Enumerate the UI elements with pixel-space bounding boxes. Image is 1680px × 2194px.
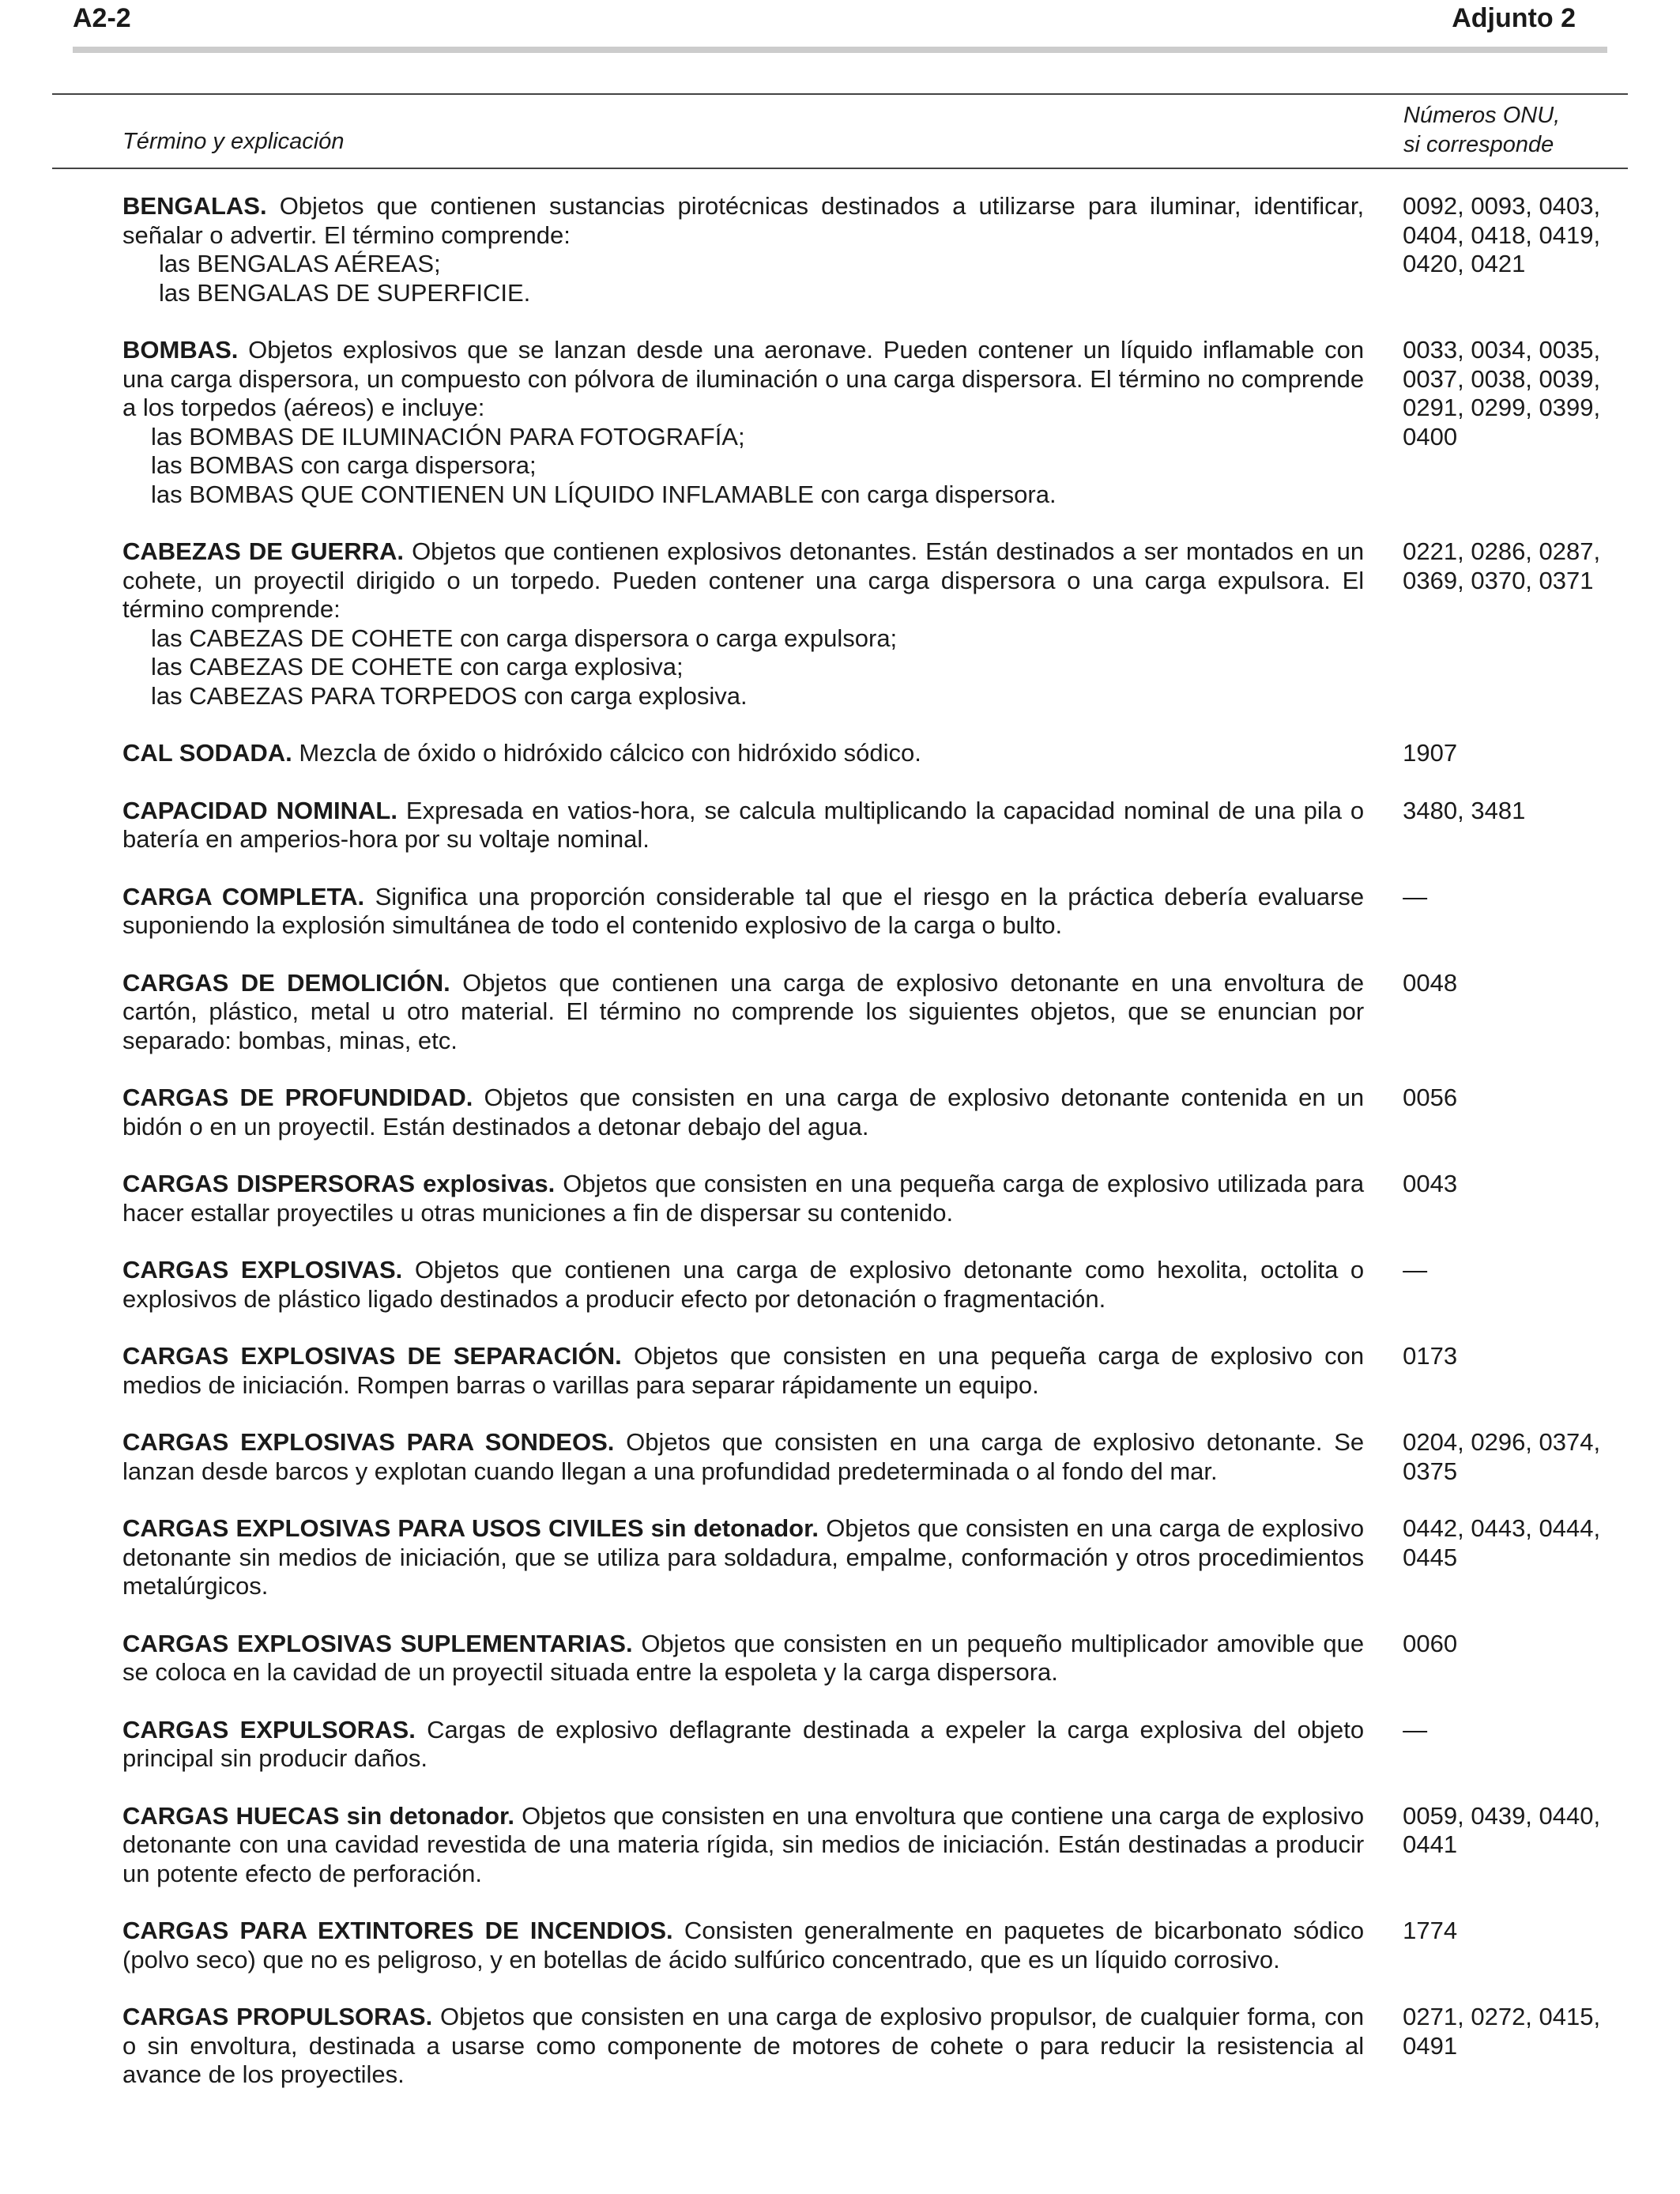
entry-term: CARGAS DISPERSORAS explosivas. (122, 1170, 556, 1197)
entry-sub-item: las BOMBAS con carga dispersora; (151, 451, 537, 479)
entry-un-numbers: 0173 (1403, 1342, 1458, 1370)
entry-definition (122, 1802, 1364, 1889)
entry-un-numbers: 1774 (1403, 1917, 1458, 1944)
entry-term: CARGAS HUECAS sin detonador. (122, 1801, 514, 1830)
glossary-entry (122, 1170, 1632, 1227)
page-number: A2-2 (73, 3, 131, 33)
entry-term: CARGAS PROPULSORAS. (122, 2003, 433, 2030)
entry-text: Objetos que consisten en un pequeño multiplicador amovible que se coloca en la cavidad de un proyectil situada entre la espoleta y la carga dispersora. (122, 1629, 1365, 1686)
entry-sub-item: las BENGALAS DE SUPERFICIE. (159, 278, 531, 307)
glossary-entries (122, 192, 1632, 2118)
glossary-entry (122, 1514, 1632, 1601)
entry-un-numbers: 3480, 3481 (1403, 796, 1526, 824)
entry-term: CARGAS DE DEMOLICIÓN. (122, 968, 450, 997)
entry-term: BENGALAS. (122, 192, 267, 220)
entry-term: CARGAS EXPLOSIVAS. (122, 1256, 403, 1284)
entry-term: CARGA COMPLETA. (122, 882, 365, 910)
entry-definition (122, 1514, 1364, 1601)
entry-paragraph (122, 192, 1364, 250)
entry-sub-item: las BENGALAS AÉREAS; (159, 250, 441, 277)
entry-paragraph (122, 1917, 1364, 1974)
entry-paragraph (122, 1428, 1364, 1486)
glossary-entry (122, 1917, 1632, 1974)
entry-paragraph (122, 2003, 1364, 2090)
entry-paragraph (122, 883, 1364, 941)
entry-paragraph (122, 1802, 1364, 1889)
entry-definition (122, 1428, 1364, 1486)
column-header-un-line2: si corresponde (1403, 132, 1554, 157)
entry-sub-item: las BOMBAS QUE CONTIENEN UN LÍQUIDO INFLAMABLE con carga dispersora. (151, 480, 1057, 508)
entry-sub-item: las CABEZAS PARA TORPEDOS con carga explosiva. (151, 681, 748, 710)
glossary-entry (122, 192, 1632, 307)
entry-text: Cargas de explosivo deflagrante destinada a expeler la carga explosiva del objeto principal sin producir daños. (122, 1715, 1365, 1772)
column-header-un-line1: Números ONU, (1403, 103, 1561, 128)
entry-term: CARGAS EXPLOSIVAS DE SEPARACIÓN. (122, 1342, 622, 1370)
entry-term: CARGAS EXPLOSIVAS PARA SONDEOS. (122, 1428, 615, 1456)
entry-sub-item: las CABEZAS DE COHETE con carga dispersora o carga expulsora; (151, 624, 898, 652)
glossary-entry (122, 537, 1632, 711)
entry-paragraph (122, 1256, 1364, 1314)
entry-text: Significa una proporción considerable tal que el riesgo en la práctica debería evaluarse suponiendo la explosión simultánea de todo el contenido explosivo de la carga o bulto. (122, 882, 1365, 939)
entry-term: CARGAS EXPLOSIVAS PARA USOS CIVILES sin detonador. (122, 1514, 819, 1542)
entry-paragraph (122, 1716, 1364, 1774)
entry-text: Objetos explosivos que se lanzan desde una aeronave. Pueden contener un líquido inflamable con una carga dispersora, un compuesto con pólvora de iluminación o una carga dispersora. El término no comprende a los torpedos (aéreos) e incluye: (122, 336, 1365, 421)
entry-paragraph (122, 1630, 1364, 1687)
entry-definition (122, 537, 1364, 711)
entry-un-numbers: 0033, 0034, 0035, 0037, 0038, 0039, 0291, 0299, 0399, 0400 (1403, 336, 1601, 450)
entry-un-numbers: — (1403, 1715, 1428, 1744)
table-rule-top (52, 93, 1628, 95)
entry-paragraph (122, 1084, 1364, 1141)
entry-text: Objetos que consisten en una carga de explosivo detonante. Se lanzan desde barcos y explotan cuando llegan a una profundidad predeterminada o al fondo del mar. (122, 1428, 1365, 1485)
glossary-entry (122, 969, 1632, 1056)
column-header-term: Término y explicación (122, 129, 345, 154)
entry-definition (122, 1084, 1364, 1141)
entry-text: Objetos que contienen explosivos detonantes. Están destinados a ser montados en un cohete, un proyectil dirigido o un torpedo. Pueden contener una carga dispersora o una carga expulsora. El término comprende: (122, 537, 1365, 623)
entry-un-numbers: 0442, 0443, 0444, 0445 (1403, 1514, 1601, 1571)
entry-text: Expresada en vatios-hora, se calcula multiplicando la capacidad nominal de una pila o batería en amperios-hora por su voltaje nominal. (122, 796, 1365, 853)
entry-term: CARGAS PARA EXTINTORES DE INCENDIOS. (122, 1917, 673, 1944)
entry-un-numbers: 0204, 0296, 0374, 0375 (1403, 1428, 1601, 1485)
entry-definition (122, 1256, 1364, 1314)
entry-un-numbers: 0056 (1403, 1084, 1458, 1111)
entry-text: Objetos que consisten en una carga de explosivo detonante contenida en un bidón o en un proyectil. Están destinados a detonar debajo del agua. (122, 1084, 1365, 1140)
entry-paragraph (122, 797, 1364, 854)
entry-un-numbers: 0059, 0439, 0440, 0441 (1403, 1801, 1601, 1858)
entry-paragraph (122, 969, 1364, 1056)
entry-text: Objetos que consisten en una envoltura que contiene una carga de explosivo detonante con una cavidad revestida de una materia rígida, sin medios de iniciación. Están destinadas a producir un potente efecto de perforación. (122, 1801, 1365, 1887)
entry-term: CARGAS EXPULSORAS. (122, 1715, 416, 1744)
entry-un-numbers: 0092, 0093, 0403, 0404, 0418, 0419, 0420, 0421 (1403, 192, 1601, 277)
column-header-un-numbers (1403, 101, 1560, 160)
entry-definition (122, 1342, 1364, 1400)
entry-text: Objetos que consisten en una pequeña carga de explosivo con medios de iniciación. Rompen barras o varillas para separar rápidamente un equipo. (122, 1342, 1365, 1399)
annex-label: Adjunto 2 (1452, 3, 1576, 33)
entry-definition (122, 2003, 1364, 2090)
glossary-entry (122, 1084, 1632, 1141)
entry-un-numbers: 1907 (1403, 739, 1458, 767)
glossary-entry (122, 1802, 1632, 1889)
entry-un-numbers: 0043 (1403, 1170, 1458, 1197)
entry-text: Consisten generalmente en paquetes de bicarbonato sódico (polvo seco) que no es peligroso, y en botellas de ácido sulfúrico concentrado, que es un líquido corrosivo. (122, 1917, 1365, 1973)
glossary-entry (122, 739, 1632, 768)
entry-definition (122, 883, 1364, 941)
entry-un-numbers: 0271, 0272, 0415, 0491 (1403, 2003, 1601, 2060)
entry-definition (122, 336, 1364, 509)
glossary-entry (122, 1256, 1632, 1314)
entry-un-numbers: 0048 (1403, 968, 1458, 997)
entry-term: CAPACIDAD NOMINAL. (122, 796, 397, 824)
entry-paragraph (122, 336, 1364, 423)
entry-text: Objetos que consisten en una carga de explosivo propulsor, de cualquier forma, con o sin envoltura, destinada a usarse como componente de motores de cohete o para reducir la resistencia al avance de los proyectiles. (122, 2003, 1365, 2088)
table-rule-bottom (52, 168, 1628, 169)
header-rule (73, 47, 1607, 53)
entry-definition (122, 1170, 1364, 1227)
entry-term: CARGAS DE PROFUNDIDAD. (122, 1084, 473, 1111)
entry-definition (122, 1716, 1364, 1774)
entry-text: Objetos que contienen sustancias pirotécnicas destinados a utilizarse para iluminar, identificar, señalar o advertir. El término comprende: (122, 192, 1365, 249)
entry-text: Objetos que contienen una carga de explosivo detonante como hexolita, octolita o explosivos de plástico ligado destinados a producir efecto por detonación o fragmentación. (122, 1256, 1365, 1313)
entry-definition (122, 1917, 1364, 1974)
glossary-entry (122, 883, 1632, 941)
entry-definition (122, 192, 1364, 307)
glossary-entry (122, 1428, 1632, 1486)
entry-un-numbers: — (1403, 882, 1428, 910)
entry-definition (122, 797, 1364, 854)
entry-paragraph (122, 1514, 1364, 1601)
entry-definition (122, 969, 1364, 1056)
entry-term: CAL SODADA. (122, 739, 292, 767)
glossary-entry (122, 797, 1632, 854)
entry-paragraph (122, 1170, 1364, 1227)
glossary-entry (122, 2003, 1632, 2090)
entry-un-numbers: — (1403, 1256, 1428, 1284)
entry-text: Objetos que consisten en una carga de explosivo detonante sin medios de iniciación, que se utiliza para soldadura, empalme, conformación y otros procedimientos metalúrgicos. (122, 1514, 1365, 1600)
entry-paragraph (122, 1342, 1364, 1400)
glossary-entry (122, 1716, 1632, 1774)
entry-un-numbers: 0060 (1403, 1629, 1458, 1657)
glossary-entry (122, 1630, 1632, 1687)
entry-sub-item: las BOMBAS DE ILUMINACIÓN PARA FOTOGRAFÍA; (151, 422, 745, 450)
entry-paragraph (122, 739, 1364, 768)
entry-term: CARGAS EXPLOSIVAS SUPLEMENTARIAS. (122, 1629, 633, 1657)
entry-term: BOMBAS. (122, 336, 239, 364)
entry-term: CABEZAS DE GUERRA. (122, 537, 404, 565)
entry-sub-item: las CABEZAS DE COHETE con carga explosiva; (151, 653, 684, 680)
glossary-entry (122, 1342, 1632, 1400)
entry-text: Mezcla de óxido o hidróxido cálcico con hidróxido sódico. (299, 739, 921, 767)
entry-un-numbers: 0221, 0286, 0287, 0369, 0370, 0371 (1403, 537, 1601, 594)
entry-text: Objetos que consisten en una pequeña carga de explosivo utilizada para hacer estallar proyectiles u otras municiones a fin de dispersar su contenido. (122, 1170, 1365, 1227)
entry-definition (122, 1630, 1364, 1687)
entry-paragraph (122, 537, 1364, 624)
entry-definition (122, 739, 1364, 768)
entry-text: Objetos que contienen una carga de explosivo detonante en una envoltura de cartón, plástico, metal u otro material. El término no comprende los siguientes objetos, que se enuncian por separado: bombas, minas, etc. (122, 968, 1365, 1054)
glossary-entry (122, 336, 1632, 509)
